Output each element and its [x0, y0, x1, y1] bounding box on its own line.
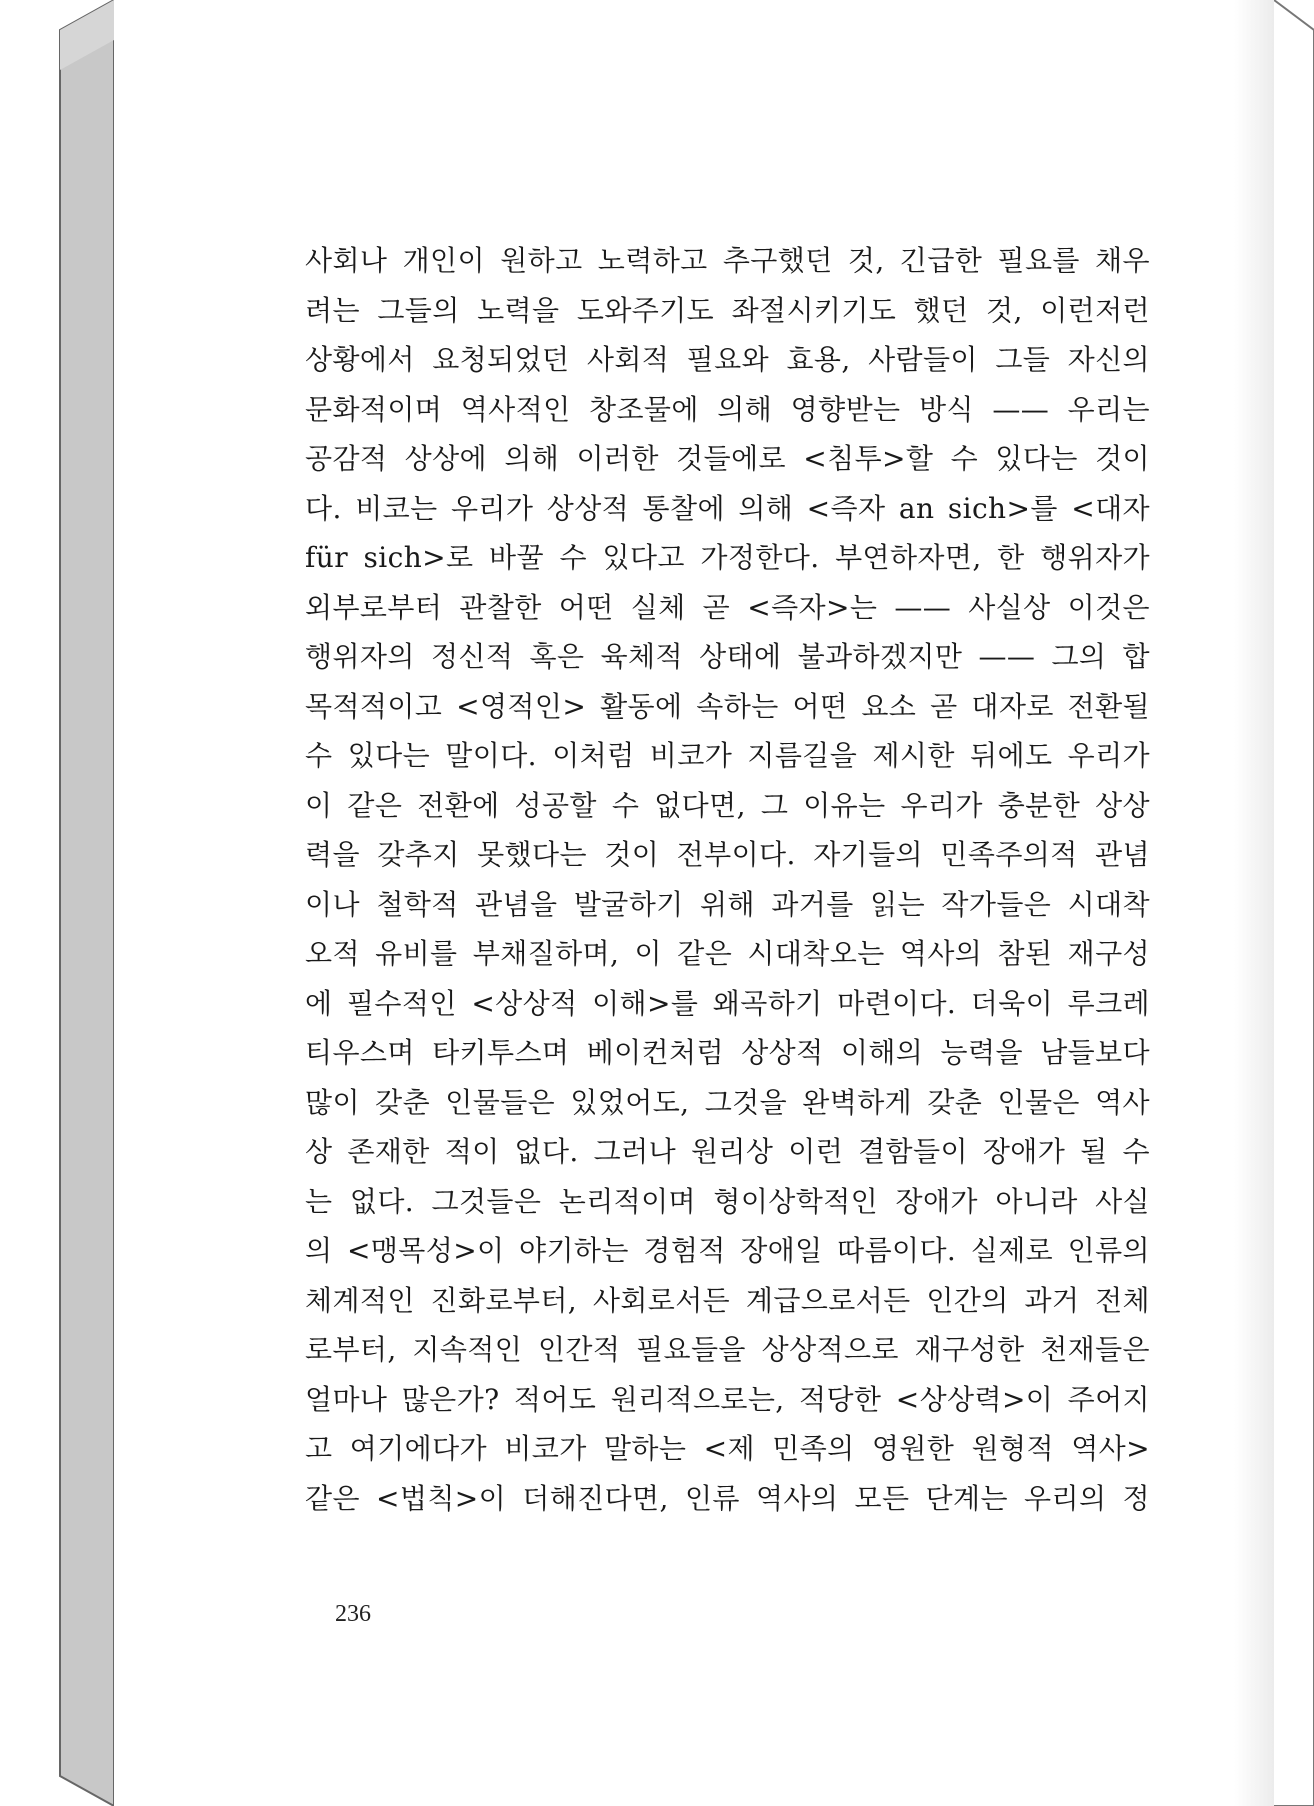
text-line: für sich>로 바꿀 수 있다고 가정한다. 부연하자면, 한 행위자가	[305, 541, 1150, 574]
text-line: 에 필수적인 <상상적 이해>를 왜곡하기 마련이다. 더욱이 루크레	[305, 986, 1150, 1020]
text-line: 문화적이며 역사적인 창조물에 의해 영향받는 방식 —— 우리는	[305, 392, 1150, 426]
text-line: 의 <맹목성>이 야기하는 경험적 장애일 따름이다. 실제로 인류의	[305, 1234, 1150, 1267]
text-line: 체계적인 진화로부터, 사회로서든 계급으로서든 인간의 과거 전체	[305, 1283, 1150, 1317]
text-line: 얼마나 많은가? 적어도 원리적으로는, 적당한 <상상력>이 주어지	[305, 1382, 1150, 1416]
text-line: 려는 그들의 노력을 도와주기도 좌절시키기도 했던 것, 이런저런	[305, 293, 1150, 327]
text-line: 목적적이고 <영적인> 활동에 속하는 어떤 요소 곧 대자로 전환될	[305, 689, 1150, 723]
text-line: 는 없다. 그것들은 논리적이며 형이상학적인 장애가 아니라 사실	[305, 1184, 1150, 1218]
text-line: 력을 갖추지 못했다는 것이 전부이다. 자기들의 민족주의적 관념	[305, 838, 1150, 871]
text-line: 많이 갖춘 인물들은 있었어도, 그것을 완벽하게 갖춘 인물은 역사	[305, 1085, 1150, 1119]
text-line: 이 같은 전환에 성공할 수 없다면, 그 이유는 우리가 충분한 상상	[305, 788, 1150, 822]
page-number: 236	[335, 1601, 371, 1627]
body-text	[305, 236, 1150, 1523]
text-line: 오적 유비를 부채질하며, 이 같은 시대착오는 역사의 참된 재구성	[305, 937, 1150, 970]
text-line: 외부로부터 관찰한 어떤 실체 곧 <즉자>는 —— 사실상 이것은	[305, 590, 1150, 624]
text-line: 티우스며 타키투스며 베이컨처럼 상상적 이해의 능력을 남들보다	[305, 1036, 1150, 1069]
text-line: 공감적 상상에 의해 이러한 것들에로 <침투>할 수 있다는 것이	[305, 442, 1150, 475]
text-line: 사회나 개인이 원하고 노력하고 추구했던 것, 긴급한 필요를 채우	[305, 244, 1150, 277]
text-line: 상황에서 요청되었던 사회적 필요와 효용, 사람들이 그들 자신의	[305, 343, 1150, 376]
text-line: 수 있다는 말이다. 이처럼 비코가 지름길을 제시한 뒤에도 우리가	[305, 739, 1150, 772]
text-line: 행위자의 정신적 혹은 육체적 상태에 불과하겠지만 —— 그의 합	[305, 640, 1150, 673]
text-line: 고 여기에다가 비코가 말하는 <제 민족의 영원한 원형적 역사>	[305, 1432, 1150, 1465]
text-line: 이나 철학적 관념을 발굴하기 위해 과거를 읽는 작가들은 시대착	[305, 887, 1150, 921]
page-edge-shadow	[1234, 0, 1274, 1806]
text-line: 상 존재한 적이 없다. 그러나 원리상 이런 결함들이 장애가 될 수	[305, 1135, 1150, 1168]
text-line: 로부터, 지속적인 인간적 필요들을 상상적으로 재구성한 천재들은	[305, 1333, 1150, 1366]
text-line: 다. 비코는 우리가 상상적 통찰에 의해 <즉자 an sich>를 <대자	[305, 491, 1150, 525]
text-line: 같은 <법칙>이 더해진다면, 인류 역사의 모든 단계는 우리의 정	[305, 1481, 1150, 1515]
